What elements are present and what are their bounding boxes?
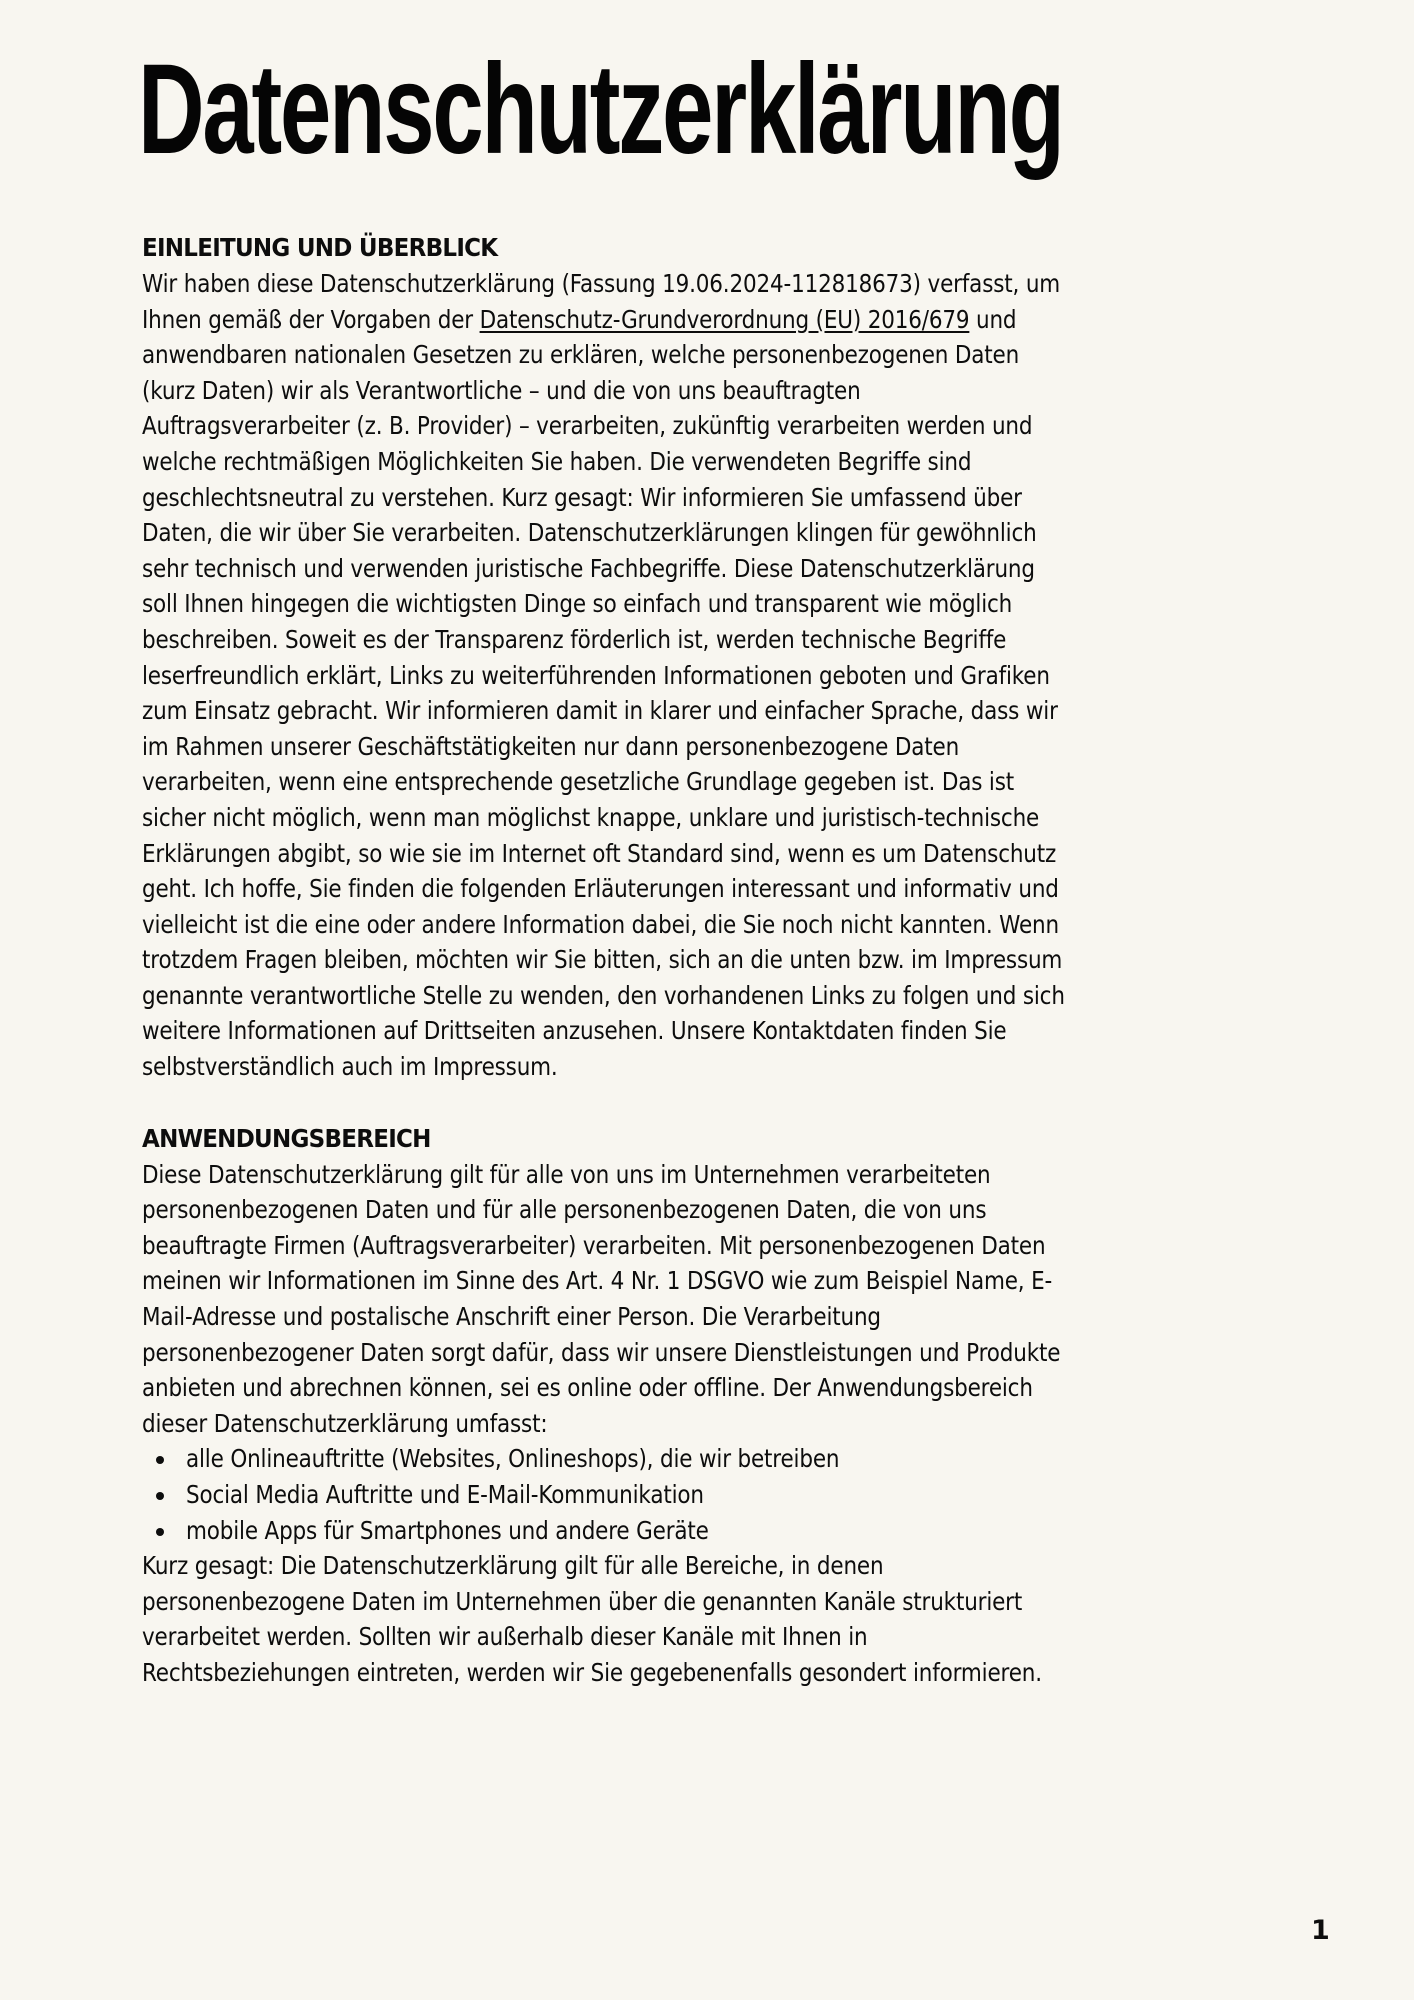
bullet-icon	[156, 1492, 164, 1500]
text-line: meinen wir Informationen im Sinne des Art. 4 Nr. 1 DSGVO wie zum Beispiel Name, E-	[142, 1266, 1053, 1296]
text-line: vielleicht ist die eine oder andere Information dabei, die Sie noch nicht kannten. Wenn	[142, 909, 1059, 939]
section-scope	[142, 1121, 1322, 1691]
text-line: Diese Datenschutzerklärung gilt für alle von uns im Unternehmen verarbeiteten	[142, 1159, 991, 1189]
scope-list	[142, 1441, 1322, 1548]
text-line: beauftragte Firmen (Auftragsverarbeiter) verarbeiten. Mit personenbezogenen Daten	[142, 1230, 1046, 1260]
text-line: sicher nicht möglich, wenn man möglichst knappe, unklare und juristisch-technische	[142, 802, 1040, 832]
text-line: geschlechtsneutral zu verstehen. Kurz gesagt: Wir informieren Sie umfassend über	[142, 482, 1022, 512]
text-line: zum Einsatz gebracht. Wir informieren damit in klarer und einfacher Sprache, dass wir	[142, 696, 1058, 726]
text-line: anwendbaren nationalen Gesetzen zu erklären, welche personenbezogenen Daten	[142, 340, 1020, 370]
text-line: personenbezogenen Daten und für alle personenbezogenen Daten, die von uns	[142, 1195, 987, 1225]
text-line: Rechtsbeziehungen eintreten, werden wir Sie gegebenenfalls gesondert informieren.	[142, 1657, 1042, 1687]
text-line: im Rahmen unserer Geschäftstätigkeiten nur dann personenbezogene Daten	[142, 731, 960, 761]
text-line: weitere Informationen auf Drittseiten anzusehen. Unsere Kontaktdaten finden Sie	[142, 1016, 1007, 1046]
section-heading: ANWENDUNGSBEREICH	[142, 1123, 431, 1153]
text-line: Wir haben diese Datenschutzerklärung (Fassung 19.06.2024-112818673) verfasst, um	[142, 269, 1061, 298]
bullet-icon	[156, 1456, 164, 1464]
page-title: Datenschutzerklärung	[138, 38, 1063, 181]
list-item	[142, 1441, 1322, 1477]
list-item	[142, 1477, 1322, 1513]
scope-summary-paragraph	[142, 1548, 1322, 1690]
text-line: verarbeitet werden. Sollten wir außerhalb dieser Kanäle mit Ihnen in	[142, 1622, 868, 1652]
gdpr-link[interactable]: Datenschutz-Grundverordnung (EU) 2016/679	[479, 304, 970, 334]
text-line: genannte verantwortliche Stelle zu wenden, den vorhandenen Links zu folgen und sich	[142, 980, 1065, 1010]
section-heading: EINLEITUNG UND ÜBERBLICK	[142, 233, 498, 262]
scope-paragraph	[142, 1157, 1322, 1442]
section-introduction	[142, 230, 1322, 1085]
text-line: Daten, die wir über Sie verarbeiten. Datenschutzerklärungen klingen für gewöhnlich	[142, 518, 1037, 548]
list-item-text: alle Onlineauftritte (Websites, Onlineshops), die wir betreiben	[186, 1444, 840, 1474]
text-line: personenbezogener Daten sorgt dafür, dass wir unsere Dienstleistungen und Produkte	[142, 1337, 1061, 1367]
text-line: (kurz Daten) wir als Verantwortliche – und die von uns beauftragten	[142, 375, 861, 405]
text-line: Kurz gesagt: Die Datenschutzerklärung gilt für alle Bereiche, in denen	[142, 1551, 884, 1581]
introduction-paragraph	[142, 266, 1322, 1085]
text-line: welche rechtmäßigen Möglichkeiten Sie haben. Die verwendeten Begriffe sind	[142, 446, 972, 476]
list-item-text: Social Media Auftritte und E-Mail-Kommunikation	[186, 1480, 704, 1509]
text-line: verarbeiten, wenn eine entsprechende gesetzliche Grundlage gegeben ist. Das ist	[142, 767, 1015, 797]
text-segment: und	[969, 304, 1017, 334]
text-line: beschreiben. Soweit es der Transparenz förderlich ist, werden technische Begriffe	[142, 624, 1007, 654]
text-line: Auftragsverarbeiter (z. B. Provider) – verarbeiten, zukünftig verarbeiten werden und	[142, 411, 1033, 441]
text-line: sehr technisch und verwenden juristische Fachbegriffe. Diese Datenschutzerklärung	[142, 553, 1035, 583]
text-segment: Ihnen gemäß der Vorgaben der	[142, 304, 480, 334]
text-line: leserfreundlich erklärt, Links zu weiterführenden Informationen geboten und Grafiken	[142, 660, 1050, 690]
text-line: dieser Datenschutzerklärung umfasst:	[142, 1408, 548, 1438]
text-line-with-link	[142, 302, 1157, 338]
document-body	[142, 230, 1322, 1691]
text-line: geht. Ich hoffe, Sie finden die folgenden Erläuterungen interessant und informativ und	[142, 874, 1059, 904]
text-line: soll Ihnen hingegen die wichtigsten Dinge so einfach und transparent wie möglich	[142, 589, 1013, 619]
text-line: anbieten und abrechnen können, sei es online oder offline. Der Anwendungsbereich	[142, 1373, 1033, 1403]
text-line: Erklärungen abgibt, so wie sie im Internet oft Standard sind, wenn es um Datenschutz	[142, 838, 1057, 868]
list-item-text: mobile Apps für Smartphones und andere Geräte	[186, 1515, 709, 1545]
page-number: 1	[1311, 1915, 1330, 1946]
bullet-icon	[156, 1528, 164, 1536]
text-line: personenbezogene Daten im Unternehmen über die genannten Kanäle strukturiert	[142, 1586, 1023, 1616]
text-line: trotzdem Fragen bleiben, möchten wir Sie bitten, sich an die unten bzw. im Impressum	[142, 945, 1063, 975]
list-item	[142, 1513, 1322, 1549]
text-line: selbstverständlich auch im Impressum.	[142, 1052, 558, 1082]
text-line: Mail-Adresse und postalische Anschrift einer Person. Die Verarbeitung	[142, 1302, 881, 1332]
